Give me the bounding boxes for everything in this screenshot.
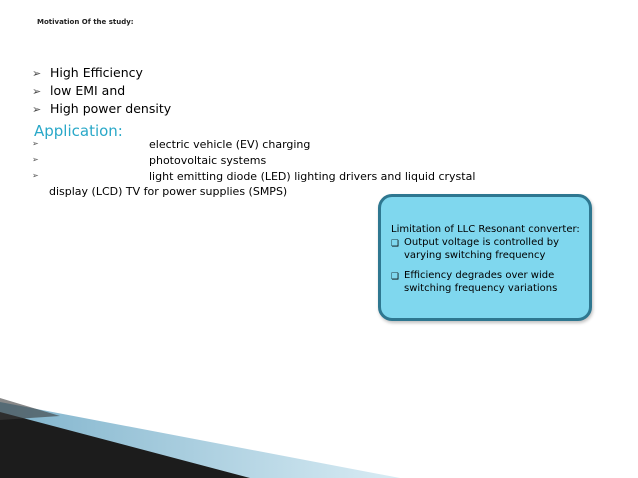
callout-item bbox=[391, 270, 574, 295]
application-heading: Application: bbox=[34, 122, 123, 140]
arrow-bullet-icon: ➢ bbox=[32, 171, 39, 180]
motivation-text: High Efficiency bbox=[50, 65, 143, 80]
callout-heading: Limitation of LLC Resonant converter: bbox=[391, 224, 580, 235]
application-text: electric vehicle (EV) charging bbox=[149, 138, 311, 151]
checkbox-bullet-icon: ❏ bbox=[391, 272, 400, 282]
arrow-bullet-icon: ➢ bbox=[32, 139, 39, 148]
motivation-text: low EMI and bbox=[50, 83, 126, 98]
arrow-bullet-icon: ➢ bbox=[32, 85, 42, 98]
motivation-text: High power density bbox=[50, 101, 172, 116]
arrow-bullet-icon: ➢ bbox=[32, 155, 39, 164]
motivation-item bbox=[32, 83, 125, 99]
motivation-item bbox=[32, 65, 143, 81]
application-text: photovoltaic systems bbox=[149, 154, 267, 167]
corner-decoration bbox=[0, 390, 400, 478]
application-continuation: display (LCD) TV for power supplies (SMPS) bbox=[49, 185, 288, 198]
arrow-bullet-icon: ➢ bbox=[32, 67, 42, 80]
slide-title: Motivation Of the study: bbox=[37, 18, 134, 26]
motivation-item bbox=[32, 101, 171, 117]
application-text: light emitting diode (LED) lighting drivers and liquid crystal bbox=[149, 170, 476, 183]
callout-item bbox=[391, 237, 574, 262]
callout-item-text: Efficiency degrades over wide switching frequency variations bbox=[404, 270, 558, 294]
callout-item-text: Output voltage is controlled by varying switching frequency bbox=[404, 237, 560, 261]
limitation-callout bbox=[378, 194, 592, 321]
checkbox-bullet-icon: ❏ bbox=[391, 239, 400, 249]
arrow-bullet-icon: ➢ bbox=[32, 103, 42, 116]
